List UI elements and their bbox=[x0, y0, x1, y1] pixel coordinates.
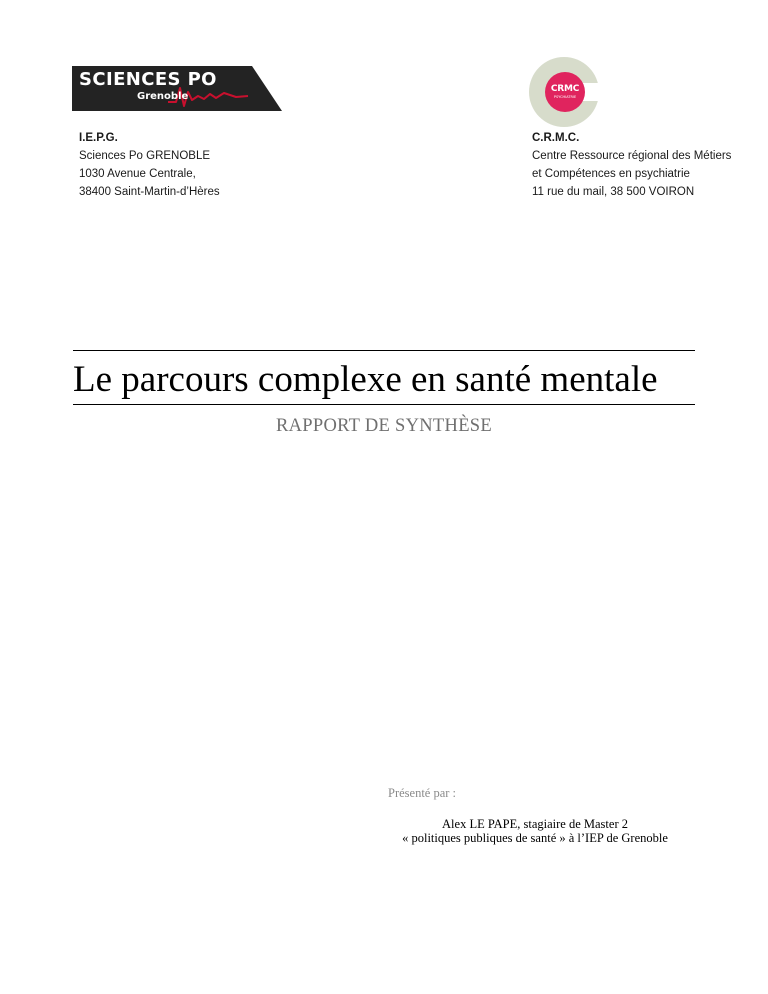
author-line: Alex LE PAPE, stagiaire de Master 2 bbox=[442, 817, 628, 831]
iepg-address-line: 1030 Avenue Centrale, bbox=[79, 168, 196, 180]
logo-grenoble-wordmark: Grenoble bbox=[137, 91, 189, 102]
crmc-address-line: Centre Ressource régional des Métiers bbox=[532, 150, 732, 162]
iepg-title: I.E.P.G. bbox=[79, 132, 118, 144]
crmc-address-line: et Compétences en psychiatrie bbox=[532, 168, 690, 180]
crmc-address-line: 11 rue du mail, 38 500 VOIRON bbox=[532, 186, 695, 198]
presented-by-label: Présenté par : bbox=[388, 786, 457, 800]
sciences-po-grenoble-logo bbox=[72, 66, 282, 111]
crmc-logo bbox=[527, 55, 603, 129]
iepg-address-block bbox=[79, 129, 220, 201]
document-subtitle: RAPPORT DE SYNTHÈSE bbox=[275, 416, 492, 436]
crmc-title: C.R.M.C. bbox=[532, 132, 580, 144]
title-top-rule bbox=[73, 350, 695, 351]
iepg-address-line: 38400 Saint-Martin-d’Hères bbox=[79, 186, 220, 198]
program-line: « politiques publiques de santé » à l’IEP de Grenoble bbox=[402, 831, 668, 845]
document-title: Le parcours complexe en santé mentale bbox=[73, 359, 658, 400]
crmc-address-block bbox=[532, 129, 731, 201]
title-bottom-rule bbox=[73, 404, 695, 405]
logo-crmc-wordmark: CRMC bbox=[550, 84, 580, 94]
iepg-address-line: Sciences Po GRENOBLE bbox=[79, 150, 211, 162]
logo-sciences-po-wordmark: SCIENCES PO bbox=[79, 69, 217, 90]
logo-psychiatrie-wordmark: PSYCHIATRIE bbox=[553, 95, 577, 99]
